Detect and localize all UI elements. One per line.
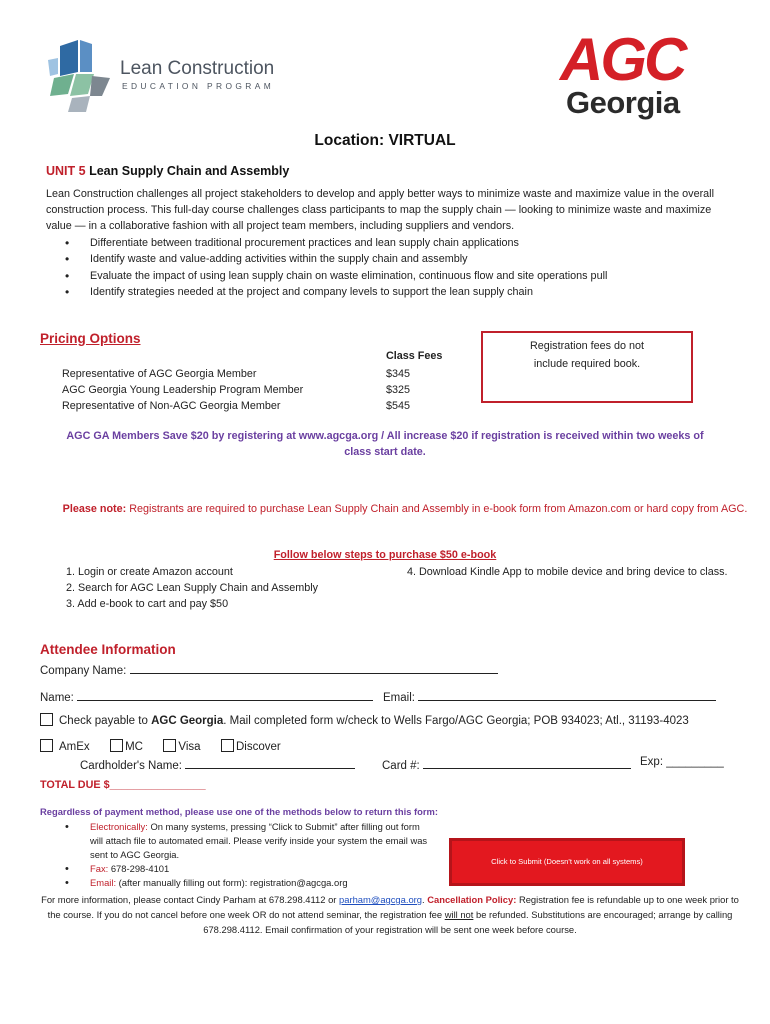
name-label: Name: (40, 692, 74, 704)
cancellation-policy-label: Cancellation Policy: (427, 894, 517, 905)
objective-item: • Identify waste and value-adding activities within the supply chain and assembly (62, 251, 742, 267)
footer-text-a: For more information, please contact Cindy Parham at 678.298.4112 or (41, 894, 340, 905)
agc-logo-state: Georgia (566, 85, 680, 120)
visa-checkbox[interactable] (163, 739, 176, 752)
unit-heading (46, 164, 289, 178)
book-fee-note-text: Registration fees do not include required book. (529, 340, 645, 370)
discover-checkbox[interactable] (221, 739, 234, 752)
footer-will-not: will not (444, 909, 474, 920)
discover-label: Discover (235, 741, 281, 753)
book-fee-note (481, 331, 693, 403)
return-methods-heading: Regardless of payment method, please use one of the methods below to return this form: (40, 806, 438, 817)
class-fees-heading: Class Fees (386, 350, 443, 362)
price-value: $325 (386, 384, 411, 396)
objective-item: • Identify strategies needed at the project and company levels to support the lean supply chain (62, 284, 742, 300)
member-savings-note: AGC GA Members Save $20 by registering at www.agcga.org / All increase $20 if registration is received within two weeks of class start date. (66, 430, 704, 458)
company-row (40, 661, 498, 677)
fax-label: Fax: (90, 863, 109, 874)
ebook-step: 2. Search for AGC Lean Supply Chain and Assembly (66, 582, 319, 594)
footer-text-c: Registration fee is refundable up to one week prior to the course. If you do not cancel before one week OR do not attend seminar, the registration fee (47, 894, 739, 920)
cardholder-label: Cardholder's Name: (80, 760, 182, 772)
lean-logo-title: Lean Construction (120, 58, 275, 79)
mc-checkbox[interactable] (110, 739, 123, 752)
check-payment-text-c: . Mail completed form w/check to Wells Fargo/AGC Georgia; POB 934023; Atl., 31193-4023 (223, 715, 689, 727)
unit-title: Lean Supply Chain and Assembly (89, 164, 290, 178)
email-field[interactable] (418, 688, 716, 701)
visa-label: Visa (178, 741, 201, 753)
location-heading: Location: VIRTUAL (314, 132, 456, 149)
click-to-submit-button[interactable]: Click to Submit (Doesn't work on all systems) (449, 838, 685, 886)
check-payment-row (40, 713, 689, 727)
amex-checkbox[interactable] (40, 739, 53, 752)
price-label: Representative of AGC Georgia Member (62, 368, 257, 380)
attendee-heading: Attendee Information (40, 642, 176, 657)
name-field[interactable] (77, 688, 373, 701)
please-note (60, 501, 750, 517)
card-number-row (382, 756, 631, 772)
price-values (386, 366, 410, 414)
price-value: $545 (386, 400, 411, 412)
card-number-label: Card #: (382, 760, 420, 772)
cardholder-row (80, 756, 355, 772)
email-method-label: Email: (90, 877, 117, 888)
objectives-list (62, 235, 742, 300)
lean-construction-emblem-icon (48, 38, 120, 114)
objective-item: • Differentiate between traditional procurement practices and lean supply chain applications (62, 235, 742, 251)
check-payment-checkbox[interactable] (40, 713, 53, 726)
agc-logo-mark: AGC (560, 26, 685, 93)
mc-label: MC (125, 741, 143, 753)
price-label: Representative of Non-AGC Georgia Member (62, 400, 281, 412)
ebook-step: 4. Download Kindle App to mobile device and bring device to class. (407, 566, 728, 578)
ebook-step: 3. Add e-book to cart and pay $50 (66, 598, 229, 610)
email-label: Email: (383, 692, 415, 704)
electronic-text: On many systems, pressing “Click to Submit” after filling out form will attach file to automated email. Please verify inside your system the email was sent to AGC Georgia. (90, 821, 428, 860)
objective-item: • Evaluate the impact of using lean supply chain on waste elimination, continuous flow and site operations pull (62, 268, 742, 284)
email-method-text: (after manually filling out form): registration@agcga.org (116, 877, 348, 888)
cardholder-field[interactable] (185, 756, 355, 769)
exp-label: Exp: (640, 756, 664, 768)
footer-text-d: be refunded. Substitutions are encouraged; arrange by calling 678.298.4112. Email confirmation of your registration will be sent one week before course. (203, 909, 733, 935)
ebook-step: 1. Login or create Amazon account (66, 566, 233, 578)
fax-text: 678-298-4101 (108, 863, 170, 874)
name-row (40, 688, 373, 704)
footer-text-b: . (422, 894, 428, 905)
price-label: AGC Georgia Young Leadership Program Member (62, 384, 304, 396)
course-description: Lean Construction challenges all project stakeholders to develop and apply better ways to minimize waste and maximize value in the overall construction process. This full-day course challenges class participants to map the supply chain — looking to minimize waste and maximize value — in a collaborative fashion with all project team members, including suppliers and vendors. (46, 188, 714, 232)
total-due: TOTAL DUE $________________ (40, 779, 206, 791)
card-type-row (40, 739, 281, 753)
price-value: $345 (386, 368, 411, 380)
exp-field[interactable]: _________ (666, 756, 724, 768)
check-payment-text-a: Check payable to (59, 715, 152, 727)
ebook-steps-list (66, 564, 318, 612)
please-note-lead: Please note: (62, 503, 127, 515)
contact-email-link[interactable]: parham@agcga.org (339, 894, 423, 905)
electronic-label: Electronically: (90, 821, 148, 832)
ebook-steps-heading: Follow below steps to purchase $50 e-book (273, 549, 497, 561)
return-method-electronic (62, 820, 430, 862)
check-payment-text-b: AGC Georgia (151, 715, 224, 727)
unit-label: UNIT 5 (46, 164, 86, 178)
card-number-field[interactable] (423, 756, 631, 769)
company-field[interactable] (130, 661, 498, 674)
pricing-heading: Pricing Options (40, 331, 141, 346)
price-labels (62, 366, 303, 414)
exp-row (640, 756, 724, 768)
company-label: Company Name: (40, 665, 127, 677)
email-row (383, 688, 716, 704)
lean-logo-subtitle: EDUCATION PROGRAM (122, 81, 275, 91)
please-note-text: Registrants are required to purchase Lean Supply Chain and Assembly in e-book form from Amazon.com or hard copy from AGC. (126, 503, 748, 515)
amex-label: AmEx (59, 741, 90, 753)
footer-info (40, 892, 740, 937)
